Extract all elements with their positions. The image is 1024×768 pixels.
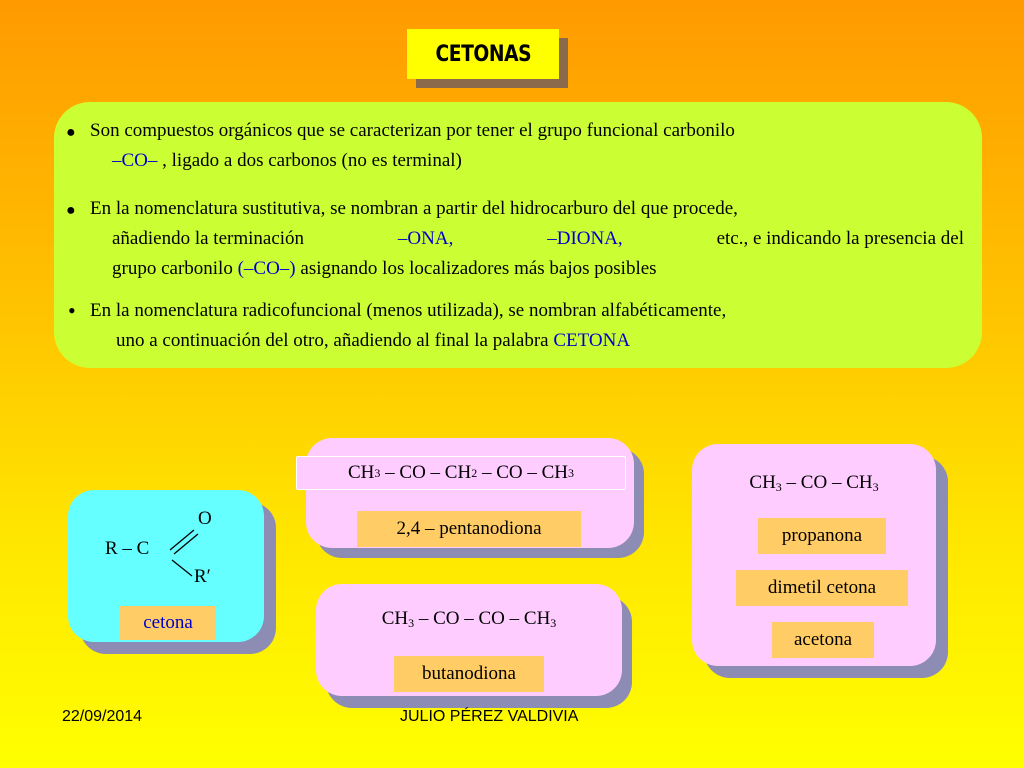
- bullet-3-line-2: uno a continuación del otro, añadiendo al final la palabra: [116, 330, 549, 351]
- formula-sub: 3: [872, 480, 879, 494]
- formula-sub: 3: [374, 465, 381, 480]
- label-butanodiona: [394, 656, 544, 692]
- label-butanodiona-text: butanodiona: [422, 663, 516, 684]
- label-acetona: [772, 622, 874, 658]
- general-ketone-card: [68, 490, 264, 642]
- footer-author: JULIO PÉREZ VALDIVIA: [400, 708, 579, 725]
- formula-part: – CO – CH: [477, 462, 568, 483]
- bullet-2-line-2a: añadiendo la terminación: [112, 228, 305, 249]
- propanona-formula: [692, 472, 936, 495]
- butanodiona-card: [316, 584, 622, 696]
- pentanodiona-formula: [296, 456, 626, 490]
- label-cetona-text: cetona: [143, 612, 193, 633]
- bullet-2-line-3b: asignando los localizadores más bajos posibles: [300, 258, 657, 279]
- label-pentanodiona-text: 2,4 – pentanodiona: [396, 518, 542, 539]
- butanodiona-formula: [316, 608, 622, 631]
- bullet-1: [90, 116, 970, 176]
- label-acetona-text: acetona: [793, 629, 852, 650]
- oxygen-label: O: [198, 508, 212, 529]
- title-box: [407, 29, 559, 79]
- formula-sub: 3: [550, 616, 557, 630]
- bullet-2-line-2b: etc., e indicando la presencia del: [716, 228, 964, 249]
- bullet-1-line-2: , ligado a dos carbonos (no es terminal): [162, 150, 462, 171]
- carbonyl-group: –CO–: [112, 150, 158, 171]
- bullet-3-line-1: En la nomenclatura radicofuncional (menos utilizada), se nombran alfabéticamente,: [90, 300, 727, 321]
- rc-text: R – C: [105, 538, 150, 559]
- suffix-diona: –DIONA,: [547, 228, 623, 249]
- bullet-dot: ●: [66, 202, 76, 219]
- pentanodiona-card: [306, 438, 634, 548]
- label-dimetil-cetona: [736, 570, 908, 606]
- bullet-dot: •: [68, 298, 76, 323]
- cetona-word: CETONA: [553, 330, 631, 351]
- bullet-2: [90, 194, 964, 284]
- label-cetona: [120, 606, 216, 640]
- bullet-3: [90, 296, 970, 356]
- propanona-card: [692, 444, 936, 666]
- footer-date: 22/09/2014: [62, 708, 143, 725]
- description-panel: [54, 102, 982, 368]
- formula-part: – CO – CO – CH: [414, 608, 551, 629]
- formula-sub: 3: [408, 616, 415, 630]
- r-prime-label: R′: [194, 566, 211, 587]
- bullet-2-line-3a: grupo carbonilo: [112, 258, 233, 279]
- label-propanona-text: propanona: [781, 525, 863, 546]
- label-dimetil-cetona-text: dimetil cetona: [767, 577, 877, 598]
- label-propanona: [758, 518, 886, 554]
- formula-sub: 3: [568, 465, 574, 480]
- label-pentanodiona: [357, 511, 581, 547]
- bullet-1-line-1: Son compuestos orgánicos que se caracterizan por tener el grupo funcional carbonilo: [90, 120, 735, 141]
- formula-part: – CO – CH: [781, 472, 873, 493]
- bullet-dot: ●: [66, 124, 76, 141]
- formula-sub: 2: [471, 465, 478, 480]
- carbonyl-group-2: (–CO–): [237, 258, 296, 279]
- formula-part: CH: [381, 608, 409, 629]
- page-title: CETONAS: [435, 41, 531, 67]
- formula-part: CH: [749, 472, 776, 493]
- suffix-ona: –ONA,: [397, 228, 454, 249]
- formula-sub: 3: [775, 480, 782, 494]
- bullet-2-line-1: En la nomenclatura sustitutiva, se nombran a partir del hidrocarburo del que procede,: [90, 198, 738, 219]
- formula-part: CH: [348, 462, 375, 483]
- formula-part: – CO – CH: [380, 462, 472, 483]
